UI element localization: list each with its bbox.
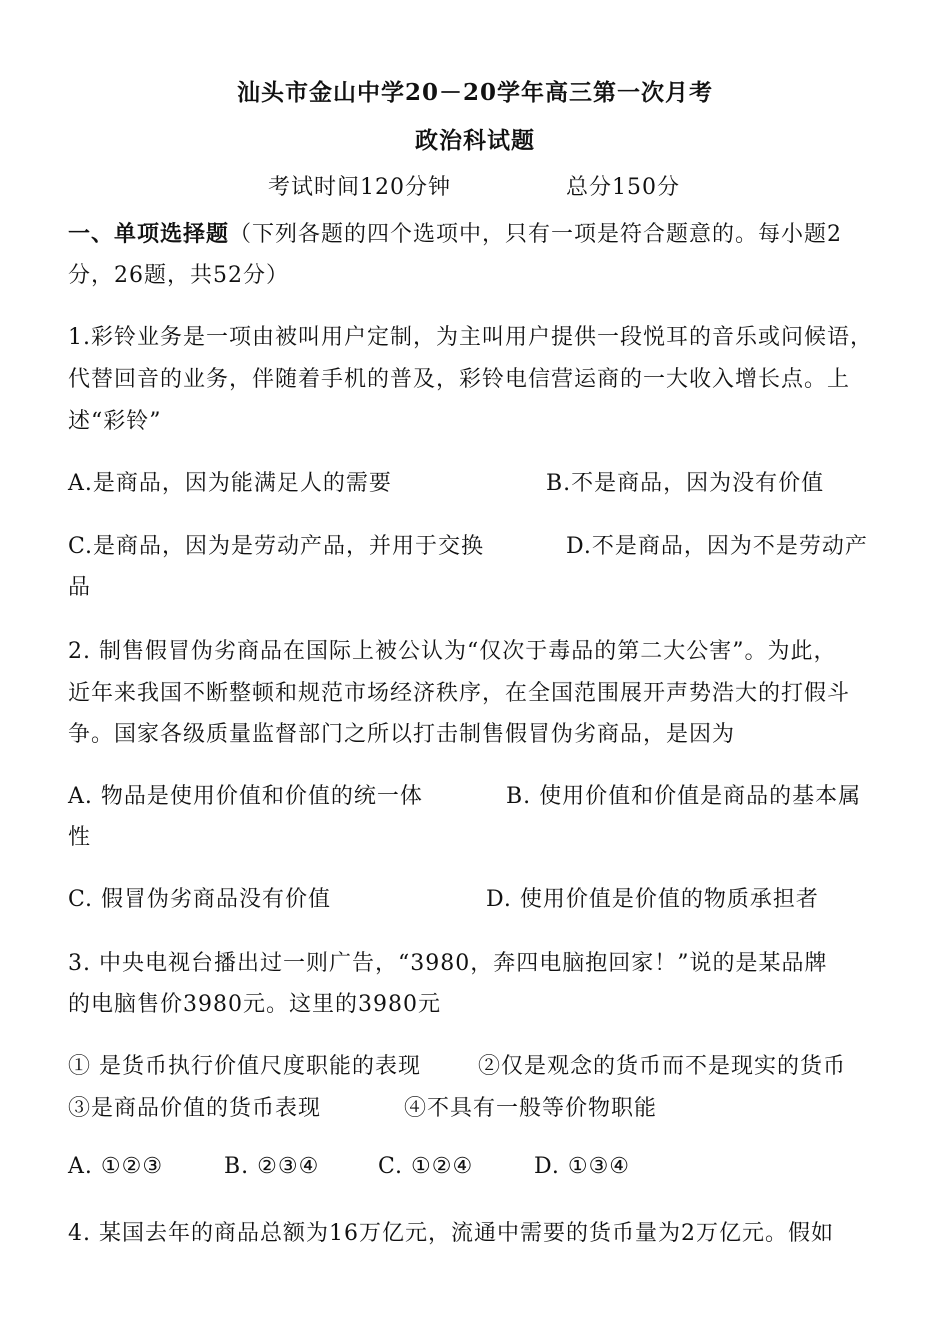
q2-option-c: C. 假冒伪劣商品没有价值 [68,887,332,912]
q3-statement-3: ③是商品价值的货币表现 [68,1096,322,1121]
section-instructions: （下列各题的四个选项中，只有一项是符合题意的。每小题2 [229,222,843,247]
q1-stem-line-3: 述“彩铃” [68,409,162,434]
section-heading: 一、单项选择题 [68,221,230,247]
q3-statement-4: ④不具有一般等价物职能 [404,1096,658,1121]
q3-option-b: B. ②③④ [224,1154,320,1179]
q3-stem-line-2: 的电脑售价3980元。这里的3980元 [68,992,441,1017]
q3-stem-line-1: 3. 中央电视台播出过一则广告，“3980，奔四电脑抱回家！”说的是某品牌 [68,951,828,976]
q2-stem-line-2: 近年来我国不断整顿和规范市场经济秩序，在全国范围展开声势浩大的打假斗 [68,681,851,706]
q1-option-d-cont: 品 [68,575,92,600]
q1-option-c: C.是商品，因为是劳动产品，并用于交换 [68,534,485,559]
q2-option-b: B. 使用价值和价值是商品的基本属 [506,784,862,809]
q2-option-d: D. 使用价值是价值的物质承担者 [486,887,819,912]
q3-statement-2: ②仅是观念的货币而不是现实的货币 [478,1054,847,1079]
q4-stem-line-1: 4. 某国去年的商品总额为16万亿元，流通中需要的货币量为2万亿元。假如 [68,1221,834,1246]
section-heading-line [68,217,842,248]
q1-stem-line-1: 1.彩铃业务是一项由被叫用户定制，为主叫用户提供一段悦耳的音乐或问候语， [68,325,873,350]
q2-option-b-cont: 性 [68,825,92,850]
q1-option-b: B.不是商品，因为没有价值 [546,471,825,496]
q2-option-a: A. 物品是使用价值和价值的统一体 [68,784,423,809]
q1-stem-line-2: 代替回音的业务，伴随着手机的普及，彩铃电信营运商的一大收入增长点。上 [68,367,851,392]
section-instructions-cont: 分，26题，共52分） [68,263,289,288]
q3-option-c: C. ①②④ [378,1154,474,1179]
exam-subtitle: 政治科试题 [415,127,535,154]
exam-time: 考试时间120分钟 [268,175,451,200]
q3-statement-1: ① 是货币执行价值尺度职能的表现 [68,1054,421,1079]
q2-stem-line-1: 2. 制售假冒伪劣商品在国际上被公认为“仅次于毒品的第二大公害”。为此， [68,639,837,664]
q3-option-d: D. ①③④ [534,1154,631,1179]
total-score: 总分150分 [566,175,680,200]
exam-title: 汕头市金山中学20－20学年高三第一次月考 [236,79,713,106]
q3-option-a: A. ①②③ [68,1154,164,1179]
q2-stem-line-3: 争。国家各级质量监督部门之所以打击制售假冒伪劣商品，是因为 [68,722,736,747]
q1-option-a: A.是商品，因为能满足人的需要 [68,471,392,496]
q1-option-d: D.不是商品，因为不是劳动产 [566,534,868,559]
